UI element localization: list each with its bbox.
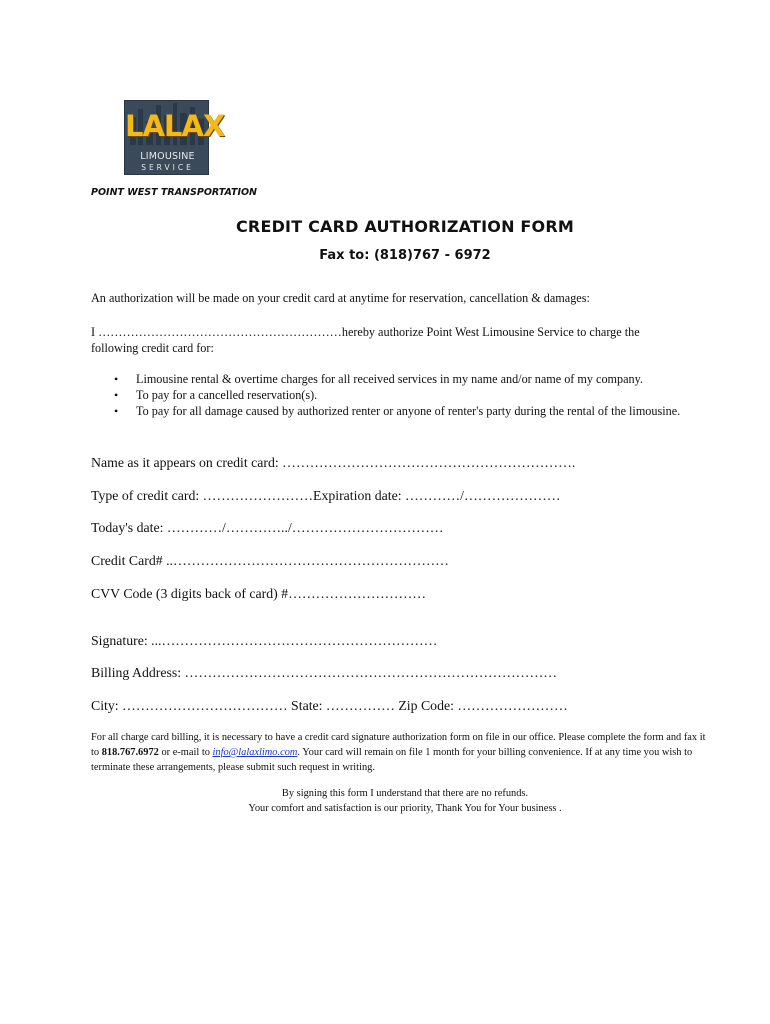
form-title: CREDIT CARD AUTHORIZATION FORM	[235, 217, 574, 236]
fax-number: Fax to: (818)767 - 6972	[319, 248, 491, 263]
terms-text: For all charge card billing, it is necessary to have a credit card signature authorization form on file in our office. Please complete the form and fax it to	[91, 732, 706, 758]
city-state-zip-field[interactable]: City: ……………………………… State: …………… Zip Code: ……………………	[91, 698, 568, 713]
bullet-icon: •	[114, 372, 119, 386]
name-on-card-field[interactable]: Name as it appears on credit card: ……………………………………………………….	[91, 455, 576, 470]
company-name: POINT WEST TRANSPORTATION	[91, 187, 258, 198]
authorization-line-1: I ……………………………………………………hereby authorize Point West Limousine Service to charge the	[91, 325, 640, 339]
intro-text: An authorization will be made on your credit card at anytime for reservation, cancellation & damages:	[91, 291, 590, 305]
fax-phone-number: 818.767.6972	[101, 747, 159, 758]
bullet-icon: •	[114, 404, 119, 418]
list-item-text: Limousine rental & overtime charges for all received services in my name and/or name of my company.	[136, 372, 643, 386]
credit-card-number-field[interactable]: Credit Card# ..……………………………………………………	[91, 553, 449, 568]
list-item	[91, 403, 680, 419]
terms-text: . Your card will remain on file 1 month for your billing convenience. If at any time you wish to terminate these arrangements, please submit such request in writing.	[91, 747, 693, 773]
closing-statement	[0, 786, 770, 816]
list-item-text: To pay for a cancelled reservation(s).	[136, 388, 318, 402]
authorization-line-2: following credit card for:	[91, 341, 214, 355]
billing-terms	[91, 730, 716, 775]
list-item	[91, 387, 680, 403]
logo-line1: LIMOUSINE	[140, 151, 195, 162]
todays-date-field[interactable]: Today's date: …………/…………../……………………………	[91, 520, 444, 535]
email-link[interactable]: info@lalaxlimo.com	[212, 747, 298, 758]
card-type-expiration-field[interactable]: Type of credit card: ……………………Expiration date: …………/…………………	[91, 488, 561, 503]
thank-you-line: Your comfort and satisfaction is our priority, Thank You for Your business .	[248, 803, 562, 814]
signature-field[interactable]: Signature: ...……………………………………………………	[91, 633, 438, 648]
lalax-logo	[124, 100, 225, 175]
bullet-icon: •	[114, 388, 119, 402]
logo-brand-text: LALAX	[125, 109, 225, 143]
charge-list	[91, 371, 680, 419]
terms-text: or e-mail to	[158, 747, 213, 758]
list-item-text: To pay for all damage caused by authorized renter or anyone of renter's party during the rental of the limousine.	[136, 404, 681, 418]
no-refunds-line: By signing this form I understand that there are no refunds.	[281, 788, 529, 799]
list-item	[91, 371, 680, 387]
authorization-statement	[91, 324, 701, 356]
logo-line2: SERVICE	[141, 163, 194, 172]
billing-address-field[interactable]: Billing Address: ………………………………………………………………………	[91, 665, 558, 680]
cvv-field[interactable]: CVV Code (3 digits back of card) #…………………………	[91, 586, 427, 601]
